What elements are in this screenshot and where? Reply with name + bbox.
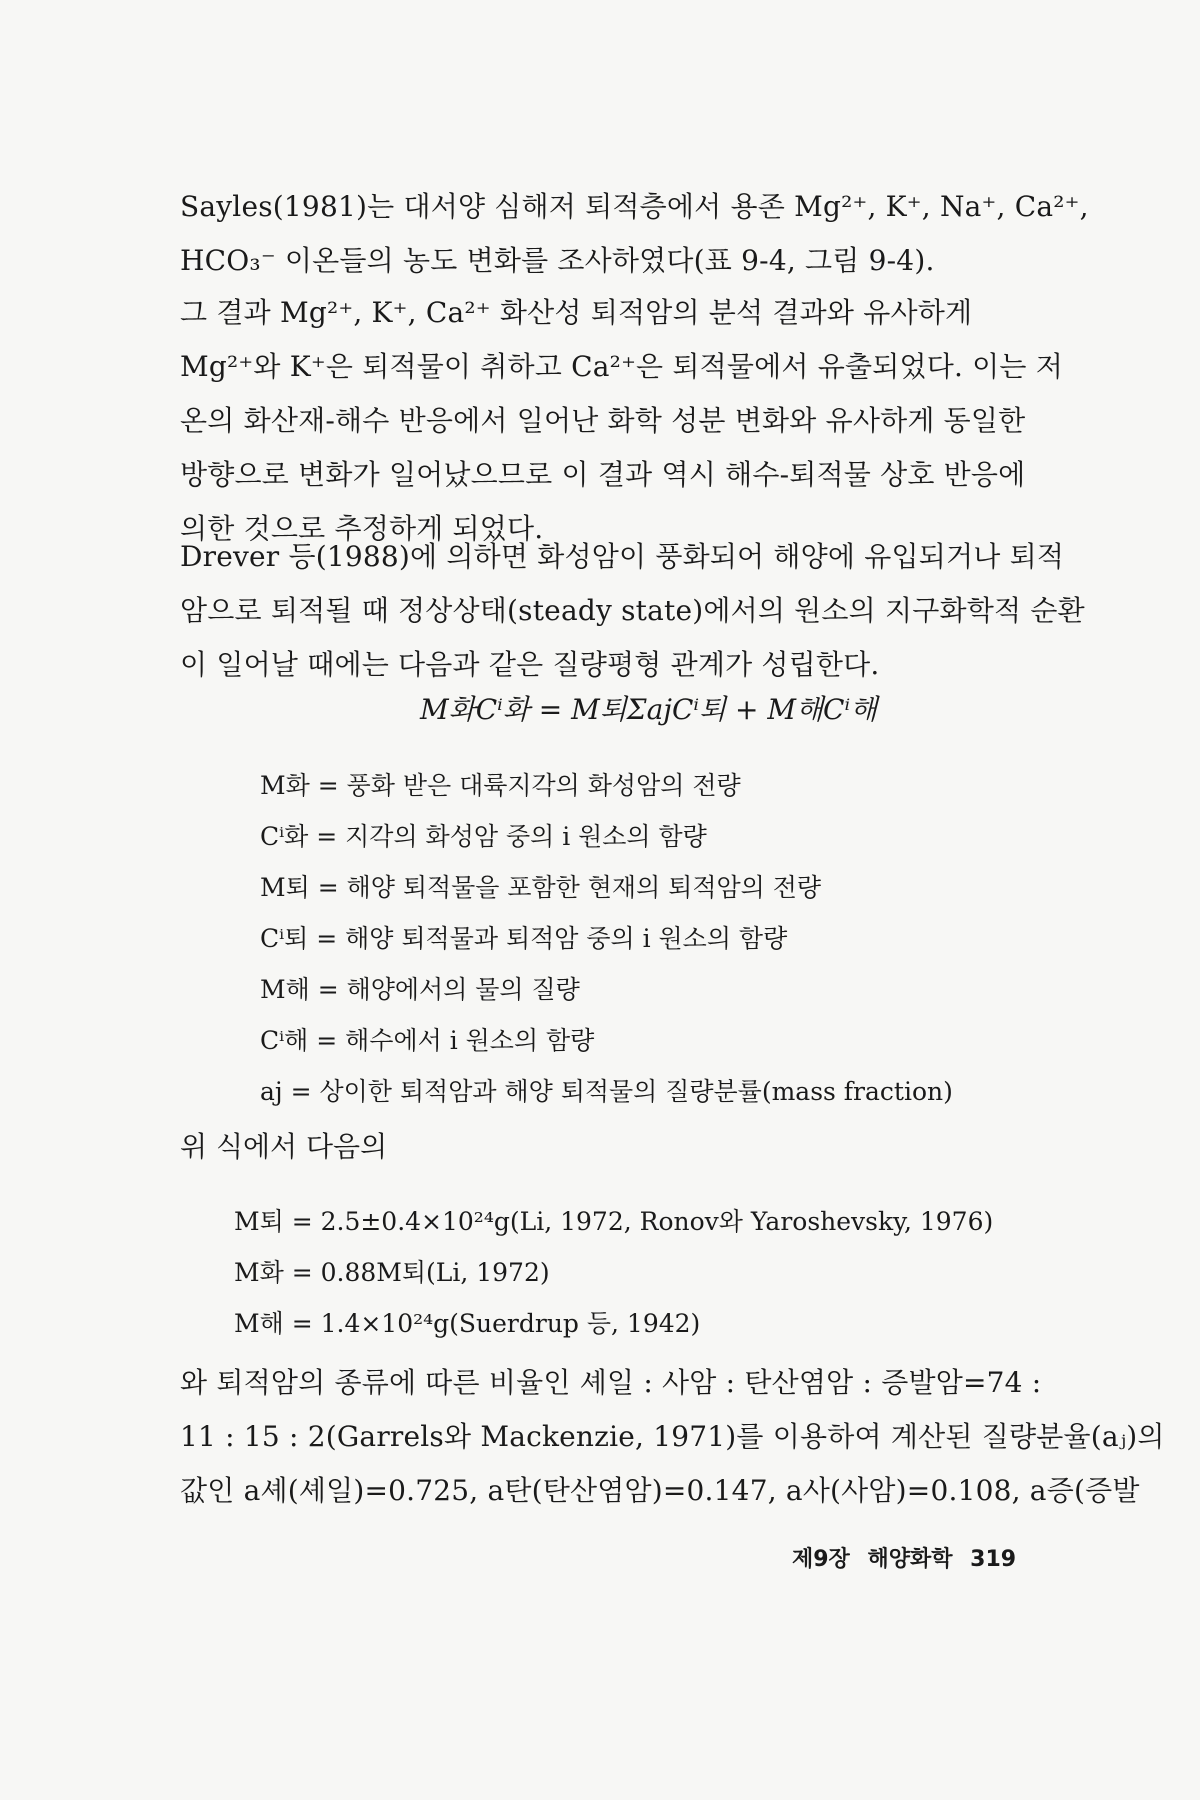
page-footer — [792, 1542, 1026, 1573]
text-line: 암으로 퇴적될 때 정상상태(steady state)에서의 원소의 지구화학적 순환 — [180, 594, 1085, 627]
text-line: 그 결과 Mg²⁺, K⁺, Ca²⁺ 화산성 퇴적암의 분석 결과와 유사하게 — [180, 296, 973, 329]
definition-item: M해 = 해양에서의 물의 질량 — [260, 975, 580, 1004]
value-item: M화 = 0.88M퇴(Li, 1972) — [234, 1258, 550, 1287]
text-line: Sayles(1981)는 대서양 심해저 퇴적층에서 용존 Mg²⁺, K⁺, Na⁺, Ca²⁺, — [180, 190, 1089, 223]
paragraph-2 — [180, 286, 1064, 556]
value-list — [234, 1196, 993, 1349]
variable-definitions — [260, 760, 953, 1117]
text-line: Mg²⁺와 K⁺은 퇴적물이 취하고 Ca²⁺은 퇴적물에서 유출되었다. 이는 저 — [180, 350, 1064, 383]
definition-item: M퇴 = 해양 퇴적물을 포함한 현재의 퇴적암의 전량 — [260, 873, 822, 902]
page-number: 319 — [970, 1547, 1017, 1572]
chapter-title: 해양화학 — [867, 1547, 953, 1572]
text-line: 와 퇴적암의 종류에 따른 비율인 셰일 : 사암 : 탄산염암 : 증발암=74 : — [180, 1366, 1042, 1399]
definition-item: Cⁱ해 = 해수에서 i 원소의 함량 — [260, 1026, 595, 1055]
chapter-label: 제9장 — [792, 1547, 850, 1572]
text-line: Drever 등(1988)에 의하면 화성암이 풍화되어 해양에 유입되거나 퇴적 — [180, 540, 1065, 573]
text-line: 값인 a셰(셰일)=0.725, a탄(탄산염암)=0.147, a사(사암)=0.108, a증(증발 — [180, 1474, 1140, 1507]
text-line: HCO₃⁻ 이온들의 농도 변화를 조사하였다(표 9-4, 그림 9-4). — [180, 244, 935, 277]
text-line: 의한 것으로 추정하게 되었다. — [180, 512, 544, 545]
definition-item: Cⁱ퇴 = 해양 퇴적물과 퇴적암 중의 i 원소의 함량 — [260, 924, 788, 953]
mass-balance-equation: M화Cⁱ화 = M퇴ΣajCⁱ퇴 + M해Cⁱ해 — [420, 693, 878, 726]
definition-item: M화 = 풍화 받은 대륙지각의 화성암의 전량 — [260, 771, 741, 800]
text-line: 방향으로 변화가 일어났으므로 이 결과 역시 해수-퇴적물 상호 반응에 — [180, 458, 1026, 491]
value-item: M퇴 = 2.5±0.4×10²⁴g(Li, 1972, Ronov와 Yaroshevsky, 1976) — [234, 1207, 994, 1236]
paragraph-4 — [180, 1356, 1165, 1518]
paragraph-3 — [180, 530, 1085, 692]
text-line: 온의 화산재-해수 반응에서 일어난 화학 성분 변화와 유사하게 동일한 — [180, 404, 1026, 437]
value-item: M해 = 1.4×10²⁴g(Suerdrup 등, 1942) — [234, 1309, 701, 1338]
text-line: 이 일어날 때에는 다음과 같은 질량평형 관계가 성립한다. — [180, 648, 880, 681]
text-line: 11 : 15 : 2(Garrels와 Mackenzie, 1971)를 이용하여 계산된 질량분율(aⱼ)의 — [180, 1420, 1165, 1453]
definition-item: Cⁱ화 = 지각의 화성암 중의 i 원소의 함량 — [260, 822, 707, 851]
lead-text: 위 식에서 다음의 — [180, 1130, 388, 1163]
paragraph-1 — [180, 180, 1089, 288]
definition-item: aj = 상이한 퇴적암과 해양 퇴적물의 질량분률(mass fraction) — [260, 1077, 953, 1106]
